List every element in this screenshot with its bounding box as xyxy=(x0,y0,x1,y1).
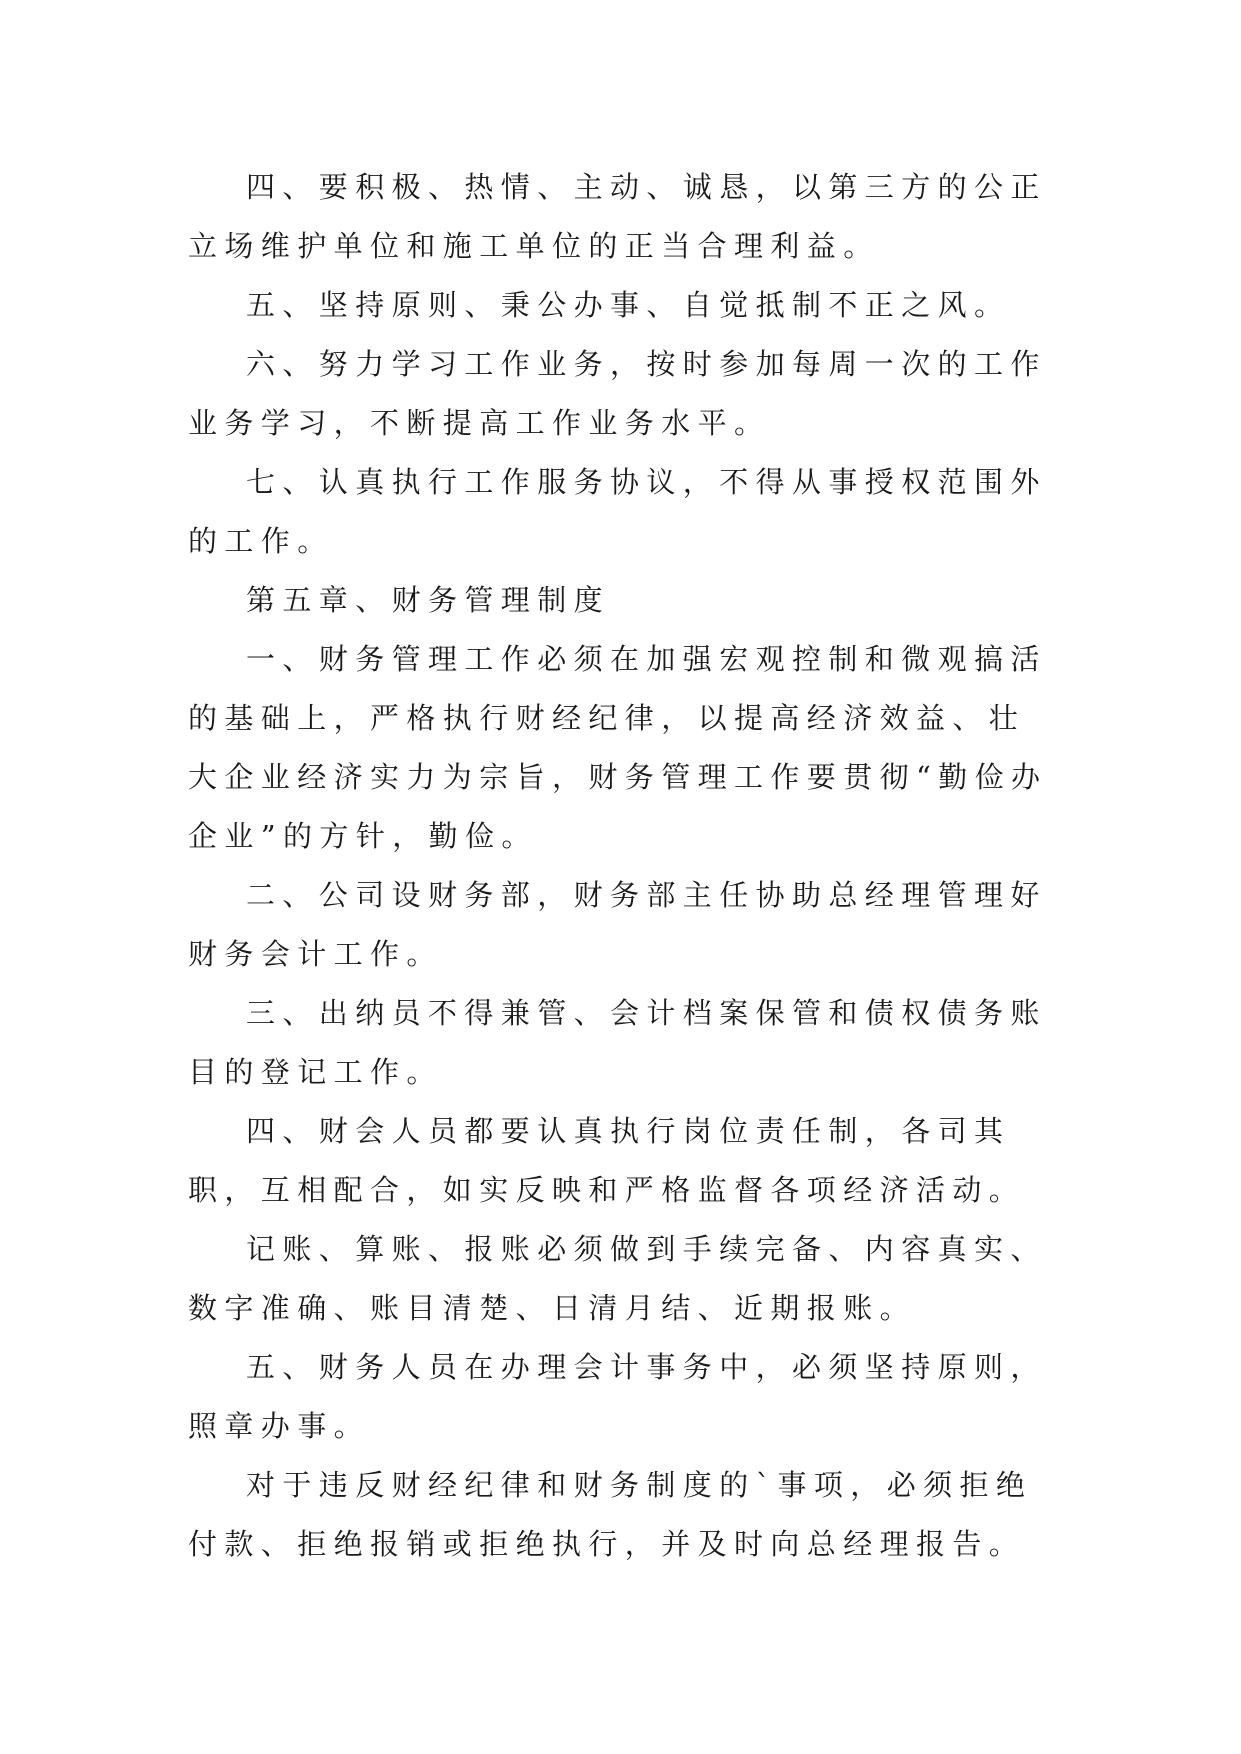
paragraph-duty-7: 七、认真执行工作服务协议，不得从事授权范围外的工作。 xyxy=(188,465,1047,558)
paragraph-finance-3: 三、出纳员不得兼管、会计档案保管和债权债务账目的登记工作。 xyxy=(188,996,1047,1089)
paragraph-finance-1: 一、财务管理工作必须在加强宏观控制和微观搞活的基础上，严格执行财经纪律，以提高经济效益、壮大企业经济实力为宗旨，财务管理工作要贯彻“勤俭办企业”的方针，勤俭。 xyxy=(188,642,1048,853)
document-body xyxy=(188,158,1058,1574)
paragraph-violations: 对于违反财经纪律和财务制度的`事项，必须拒绝付款、拒绝报销或拒绝执行，并及时向总经理报告。 xyxy=(188,1468,1033,1561)
paragraph-finance-4: 四、财会人员都要认真执行岗位责任制，各司其职，互相配合，如实反映和严格监督各项经济活动。 xyxy=(188,1114,1026,1207)
paragraph-finance-2: 二、公司设财务部，财务部主任协助总经理管理好财务会计工作。 xyxy=(188,878,1047,971)
paragraph-duty-5: 五、坚持原则、秉公办事、自觉抵制不正之风。 xyxy=(246,288,1011,322)
chapter-heading: 第五章、财务管理制度 xyxy=(246,583,611,617)
paragraph-duty-4: 四、要积极、热情、主动、诚恳，以第三方的公正立场维护单位和施工单位的正当合理利益。 xyxy=(188,170,1047,263)
paragraph-finance-5: 五、财务人员在办理会计事务中，必须坚持原则，照章办事。 xyxy=(188,1350,1047,1443)
paragraph-duty-6: 六、努力学习工作业务，按时参加每周一次的工作业务学习，不断提高工作业务水平。 xyxy=(188,347,1047,440)
paragraph-bookkeeping: 记账、算账、报账必须做到手续完备、内容真实、数字准确、账目清楚、日清月结、近期报账。 xyxy=(188,1232,1047,1325)
